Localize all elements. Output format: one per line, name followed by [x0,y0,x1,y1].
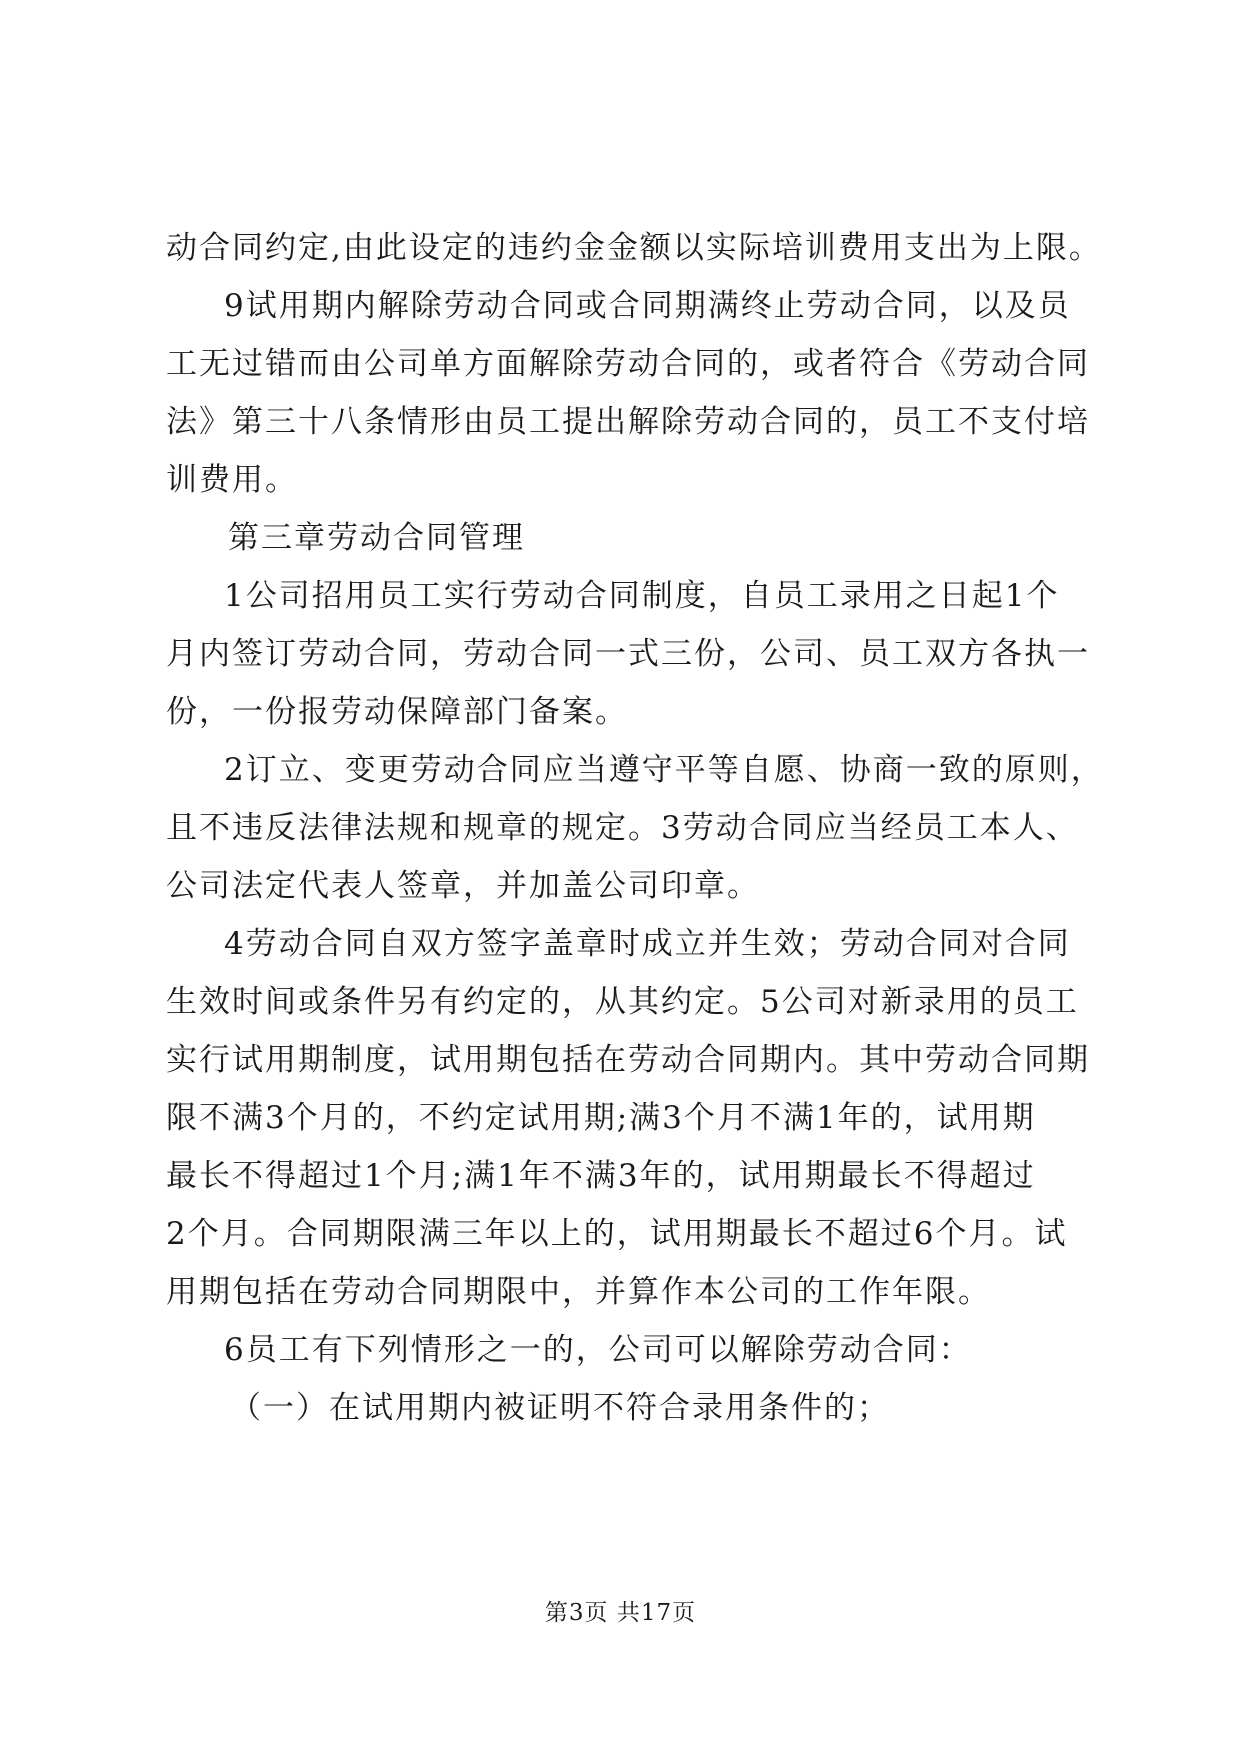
text-line: 且不违反法律法规和规章的规定。3劳动合同应当经员工本人、 [166,810,1079,846]
text-line: 动合同约定,由此设定的违约金金额以实际培训费用支出为上限。 [166,230,1102,266]
text-line: 限不满3个月的，不约定试用期;满3个月不满1年的，试用期 [166,1100,1036,1136]
text-line: 4劳动合同自双方签字盖章时成立并生效；劳动合同对合同 [224,926,1071,962]
page-number-indicator: 第3页 共17页 [544,1600,697,1626]
text-line: 6员工有下列情形之一的，公司可以解除劳动合同： [224,1332,972,1368]
text-line: 公司法定代表人签章，并加盖公司印章。 [166,868,760,904]
text-line: 9试用期内解除劳动合同或合同期满终止劳动合同，以及员 [224,288,1071,324]
text-line: 份，一份报劳动保障部门备案。 [166,694,628,730]
text-line: 生效时间或条件另有约定的，从其约定。5公司对新录用的员工 [166,984,1079,1020]
text-line: 训费用。 [166,462,298,498]
chapter-heading: 第三章劳动合同管理 [228,520,525,556]
text-line: 实行试用期制度，试用期包括在劳动合同期内。其中劳动合同期 [166,1042,1090,1078]
text-line: （一）在试用期内被证明不符合录用条件的； [230,1390,890,1426]
text-line: 2个月。合同期限满三年以上的，试用期最长不超过6个月。试 [166,1216,1068,1252]
page-footer [0,1598,1241,1628]
text-line: 月内签订劳动合同，劳动合同一式三份，公司、员工双方各执一 [166,636,1090,672]
text-line: 用期包括在劳动合同期限中，并算作本公司的工作年限。 [166,1274,991,1310]
text-line: 2订立、变更劳动合同应当遵守平等自愿、协商一致的原则， [224,752,1104,788]
text-line: 法》第三十八条情形由员工提出解除劳动合同的，员工不支付培 [166,404,1090,440]
text-line: 1公司招用员工实行劳动合同制度，自员工录用之日起1个 [224,578,1060,614]
text-line: 工无过错而由公司单方面解除劳动合同的，或者符合《劳动合同 [166,346,1090,382]
text-line: 最长不得超过1个月;满1年不满3年的，试用期最长不得超过 [166,1158,1036,1194]
